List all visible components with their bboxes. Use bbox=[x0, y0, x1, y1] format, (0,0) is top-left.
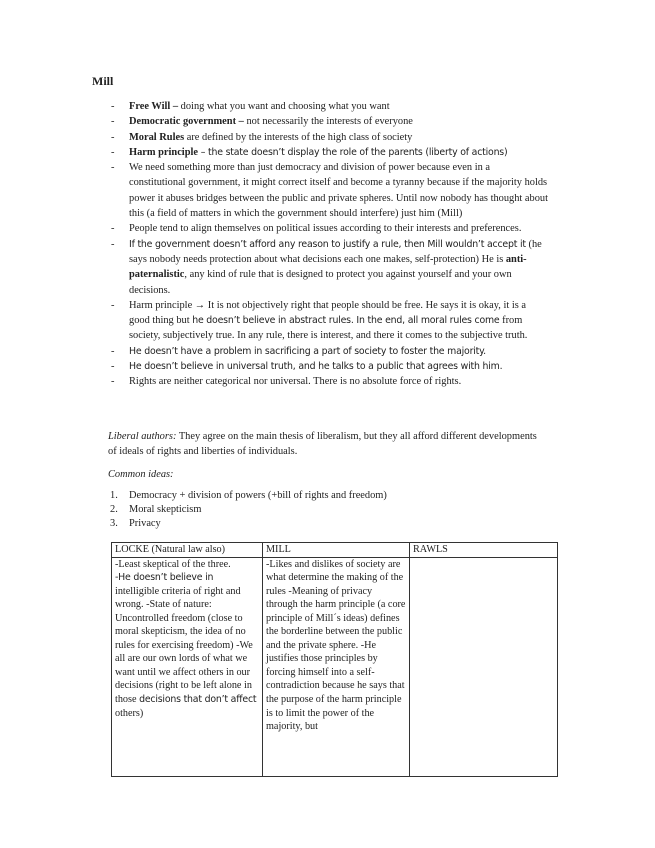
item-text: , any kind of rule that is designed to protect you against yourself and your own decisions. bbox=[129, 269, 512, 296]
section-heading: Mill bbox=[92, 74, 114, 88]
header-locke: LOCKE (Natural law also) bbox=[112, 543, 263, 558]
list-item bbox=[108, 489, 387, 503]
term-free-will: Free Will – bbox=[129, 101, 179, 112]
cell-locke bbox=[112, 557, 263, 776]
item-number: 3. bbox=[110, 518, 118, 530]
cell-text: decisions that don’t affect bbox=[139, 694, 257, 706]
header-mill: MILL bbox=[263, 543, 410, 558]
list-item bbox=[108, 99, 548, 114]
cell-text: others) bbox=[115, 707, 144, 719]
list-item bbox=[108, 374, 548, 389]
header-rawls: RAWLS bbox=[410, 543, 558, 558]
item-text: Privacy bbox=[129, 518, 161, 530]
mill-bullet-list bbox=[108, 99, 548, 390]
item-text: Democracy + division of powers (+bill of rights and freedom) bbox=[129, 490, 387, 501]
item-text: doing what you want and choosing what you want bbox=[178, 101, 390, 112]
item-lead-text: he doesn’t believe in abstract rules. In the end, all moral rules come bbox=[192, 315, 500, 327]
list-item bbox=[108, 359, 548, 374]
cell-text: -He doesn’t believe in bbox=[115, 572, 214, 584]
term-anti-paternalistic: anti-paternalistic bbox=[129, 253, 527, 281]
list-item bbox=[108, 130, 548, 145]
cell-text: -Least skeptical of the three. bbox=[115, 558, 231, 570]
item-lead-text: If the government doesn’t afford any reason to justify a rule, then Mill wouldn’t accept it bbox=[129, 238, 526, 250]
liberal-authors-text: They agree on the main thesis of liberalism, but they all afford different developments of ideals of rights and liberties of individuals. bbox=[108, 431, 537, 458]
table-header-row bbox=[112, 543, 558, 558]
cell-mill: -Likes and dislikes of society are what determine the making of the rules -Meaning of privacy through the harm principle (a core principle of Mill´s ideas) defines the borderline between the public and the private sphere. -He justifies those principles by forcing himself into a self-contradiction because he says that the purpose of the harm principle is to limit the power of the majority, but bbox=[263, 557, 410, 776]
liberal-authors-paragraph bbox=[108, 429, 548, 460]
item-text: not necessarily the interests of everyone bbox=[243, 116, 413, 128]
common-ideas-list bbox=[108, 489, 387, 532]
item-text: Harm principle → It is not objectively right that people should be free. He says it is okay, it is a good thing but bbox=[129, 299, 526, 327]
item-text: We need something more than just democracy and division of power because even in a constitutional government, it might correct itself and become a tyranny because if the majority holds power it abuses bridges between the public and private spheres. Until now nobody has thought about this (a field of matters in which the government should interfere) just him (Mill) bbox=[129, 162, 548, 220]
list-item bbox=[108, 160, 548, 221]
item-number: 2. bbox=[110, 504, 118, 516]
list-item bbox=[108, 221, 548, 236]
common-ideas-label: Common ideas: bbox=[108, 469, 174, 480]
cell-rawls bbox=[410, 557, 558, 776]
list-item bbox=[108, 145, 548, 160]
item-text: Moral skepticism bbox=[129, 504, 202, 516]
term-moral-rules: Moral Rules bbox=[129, 131, 185, 143]
term-democratic-government: Democratic government – bbox=[129, 116, 244, 128]
list-item bbox=[108, 344, 548, 359]
item-text: from society, subjectively true. In any rule, there is interest, and there it comes to the subjective truth. bbox=[129, 315, 528, 342]
item-text: are defined by the interests of the high class of society bbox=[184, 131, 413, 143]
item-text: (he says nobody needs protection about what decisions each one makes, self-protection) He is bbox=[129, 238, 542, 265]
list-item bbox=[108, 298, 548, 344]
list-item bbox=[108, 114, 548, 129]
comparison-table bbox=[111, 542, 558, 777]
list-item bbox=[108, 503, 387, 517]
cell-text: intelligible criteria of right and wrong. -State of nature: Uncontrolled freedom (close to moral skepticism, the idea of no rules for exercising freedom) -We all are our own lords of what we want until we affect others in our decisions (right to be left alone in those bbox=[115, 585, 253, 706]
item-text: People tend to align themselves on political issues according to their interests and preferences. bbox=[129, 223, 522, 235]
table-row bbox=[112, 557, 558, 776]
list-item bbox=[108, 517, 387, 531]
item-text: Rights are neither categorical nor universal. There is no absolute force of rights. bbox=[129, 376, 462, 388]
list-item bbox=[108, 237, 548, 298]
item-number: 1. bbox=[110, 490, 118, 501]
item-text: – the state doesn’t display the role of the parents (liberty of actions) bbox=[197, 146, 508, 158]
liberal-authors-label: Liberal authors: bbox=[108, 431, 177, 442]
term-harm-principle: Harm principle bbox=[129, 146, 198, 158]
item-lead-text: He doesn’t believe in universal truth, and he talks to a public that agrees with him. bbox=[129, 361, 503, 373]
item-lead-text: He doesn’t have a problem in sacrificing a part of society to foster the majority. bbox=[129, 345, 486, 357]
